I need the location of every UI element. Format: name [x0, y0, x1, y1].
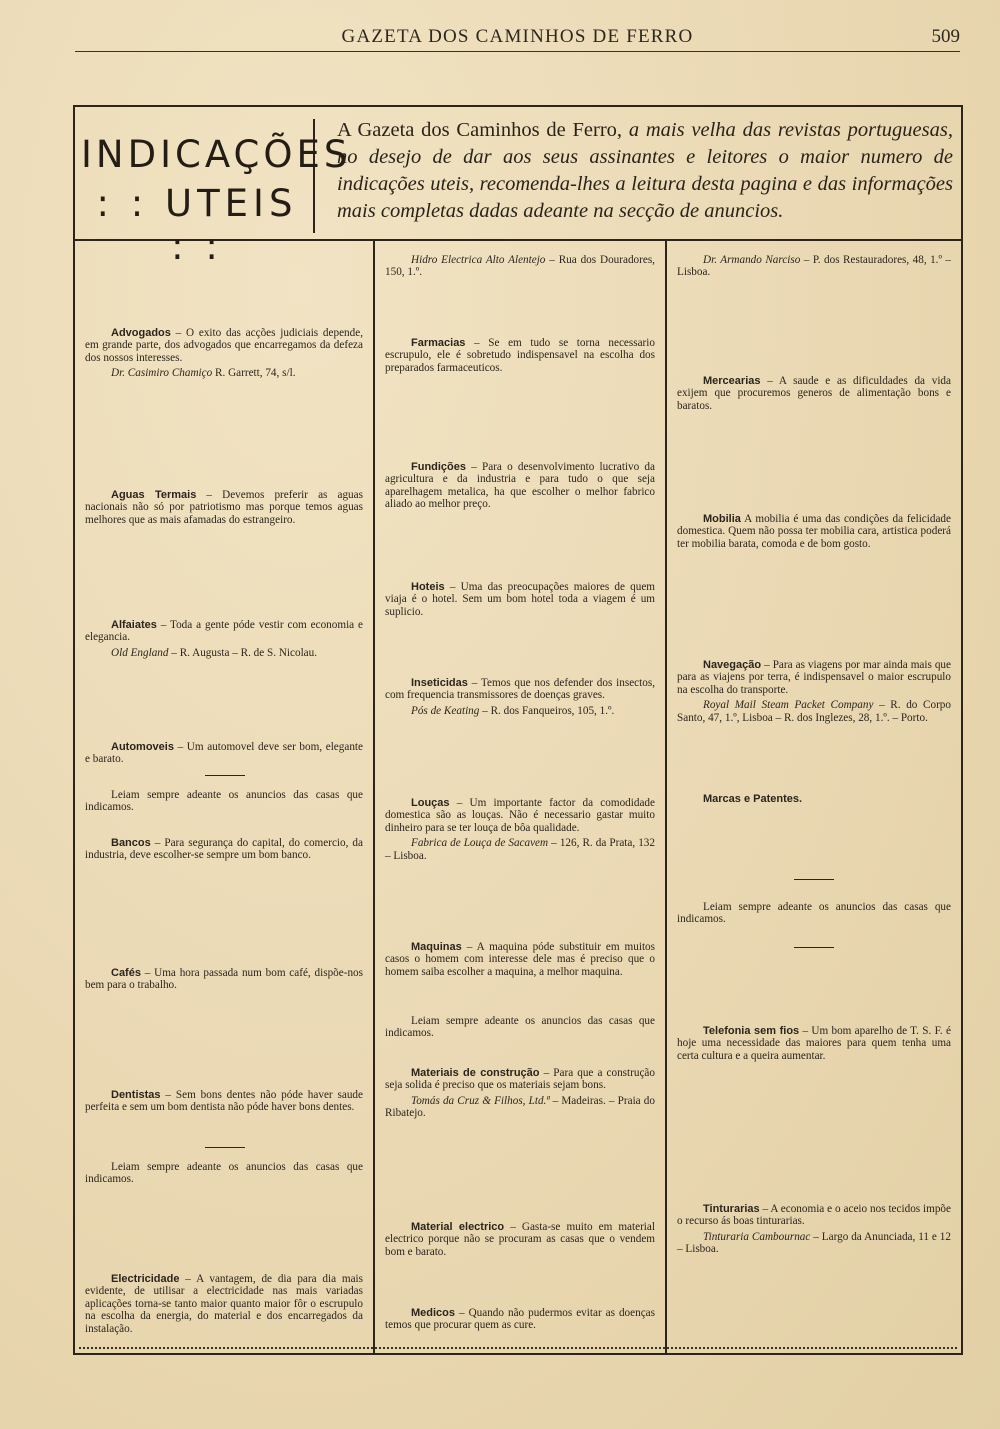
entry-text	[85, 1273, 363, 1335]
entry-reference	[677, 254, 951, 279]
entry-reference	[385, 837, 655, 862]
entry	[677, 375, 951, 412]
entry-text	[677, 1025, 951, 1062]
entry-body: Leiam sempre adeante os anuncios das casas que indicamos.	[677, 901, 951, 926]
entry-body: – O exito das acções judiciais depende, em grande parte, dos advogados que encarregamos da defeza dos nossos interesses.	[85, 327, 363, 364]
entry	[385, 1067, 655, 1120]
entry-text	[385, 1307, 655, 1332]
entry-body: – Uma hora passada num bom café, dispõe-nos bem para o trabalho.	[85, 967, 363, 992]
entry	[85, 837, 363, 862]
entry-text	[677, 1203, 951, 1228]
column-2	[375, 241, 667, 1353]
journal-title: GAZETA DOS CAMINHOS DE FERRO	[341, 26, 694, 47]
entry	[385, 941, 655, 978]
entry-term: Farmacias	[411, 337, 466, 349]
entry	[85, 1161, 363, 1186]
entry-term: Maquinas	[411, 941, 462, 953]
entry	[385, 1015, 655, 1040]
entry-term: Louças	[411, 797, 450, 809]
intro-italic: a mais velha das revistas portuguesas, no desejo de dar aos seus assinantes e leitores o maior numero de indicações uteis, recomenda-lhes a leitura desta pagina e das informações mais completas dadas adeante na secção de anuncios.	[337, 119, 953, 222]
running-head	[75, 26, 960, 52]
reference-name: Dr. Casimiro Chamiço	[111, 367, 213, 380]
entry	[677, 513, 951, 550]
entry-text	[385, 941, 655, 978]
entry-term: Fundições	[411, 461, 467, 473]
entry-term: Material electrico	[411, 1221, 505, 1233]
entry-body: – Quando não pudermos evitar as doenças temos que procurar quem as cure.	[385, 1307, 655, 1332]
entry-term: Telefonia sem fios	[703, 1025, 800, 1037]
entry-body: – Gasta-se muito em material electrico porque não se procuram as casas que o vendem bom e barato.	[385, 1221, 655, 1258]
entry	[677, 1025, 951, 1062]
entry	[385, 797, 655, 862]
entry-body: – Para segurança do capital, do comercio, da industria, deve escolher-se sempre um bom banco.	[85, 837, 363, 862]
entry	[85, 967, 363, 992]
page-number: 509	[931, 26, 960, 47]
column-3	[667, 241, 961, 1353]
short-rule	[205, 1147, 245, 1148]
entry-body: – Para as viagens por mar ainda mais que para as viajens por terra, é indispensavel o maior escrupulo na escolha do transporte.	[677, 659, 951, 696]
entry-body: A mobilia é uma das condições da felicidade domestica. Quem não possa ter mobilia cara, artistica poderá ter mobilia barata, comoda e de bom gosto.	[677, 513, 951, 550]
entry	[385, 1307, 655, 1332]
entry	[385, 251, 655, 279]
reference-name: Tomás da Cruz & Filhos, Ltd.ª	[411, 1094, 550, 1107]
reference-address: – 126, R. da Prata, 132 – Lisboa.	[385, 837, 655, 862]
short-rule	[205, 775, 245, 776]
reference-name: Dr. Armando Narciso	[703, 254, 801, 266]
reference-name: Fabrica de Louça de Sacavem	[411, 837, 549, 850]
entry	[85, 327, 363, 380]
entry-body: Leiam sempre adeante os anuncios das casas que indicamos.	[385, 1015, 655, 1040]
entry-text	[385, 677, 655, 702]
entry-text	[85, 1161, 363, 1186]
entry-term: Navegação	[703, 659, 762, 671]
heading-line-2: : : UTEIS : :	[96, 182, 298, 268]
entry-term: Materiais de construção	[411, 1067, 540, 1079]
entry-term: Marcas e Patentes.	[703, 793, 803, 805]
entry-term: Hoteis	[411, 581, 445, 593]
entry-text	[385, 1221, 655, 1258]
entry-reference	[677, 699, 951, 724]
reference-name: Hidro Electrica Alto Alentejo	[411, 254, 546, 266]
entry-body: – Devemos preferir as aguas nacionais não só por patriotismo mas porque temos aguas melhores que as mais afamadas do estrangeiro.	[85, 489, 363, 526]
intro-paragraph	[337, 117, 953, 225]
entry-body: Leiam sempre adeante os anuncios das casas que indicamos.	[85, 789, 363, 814]
entry-body: – Uma das preocupações maiores de quem viaja é o hotel. Sem um bom hotel toda a viagem é um suplicio.	[385, 581, 655, 618]
entry-body: – Um automovel deve ser bom, elegante e barato.	[85, 741, 363, 766]
entry-body: – A vantagem, de dia para dia mais evidente, de utilisar a electricidade nas mais variadas aplicações torna-se tanto maior quanto maior fôr o escrupulo na escolha da energia, do material e dos encarregados da instalação.	[85, 1273, 363, 1335]
entry	[385, 677, 655, 717]
reference-address: – Largo da Anunciada, 11 e 12 – Lisboa.	[677, 1230, 951, 1256]
entry	[677, 251, 951, 279]
entry-body: – Um bom aparelho de T. S. F. é hoje uma necessidade das maiores para quem tenha uma certa cultura e a queira aumentar.	[677, 1025, 952, 1062]
entry-reference	[677, 1231, 951, 1256]
entry-text	[385, 1067, 655, 1092]
entry-term: Dentistas	[111, 1089, 161, 1101]
entry-term: Mobilia	[703, 513, 741, 525]
entry-text	[85, 619, 363, 644]
entry	[677, 901, 951, 926]
reference-address: – R. Augusta – R. de S. Nicolau.	[168, 646, 318, 659]
footer-dotted-rule	[79, 1347, 957, 1349]
reference-name: Tinturaria Cambournac	[703, 1230, 811, 1243]
entry	[385, 581, 655, 618]
intro-upright: A Gazeta dos Caminhos de Ferro,	[337, 119, 623, 141]
reference-address: R. Garrett, 74, s/l.	[212, 367, 296, 380]
entry-body: Leiam sempre adeante os anuncios das casas que indicamos.	[85, 1161, 363, 1186]
entry	[677, 659, 951, 724]
entry-term: Mercearias	[703, 375, 761, 387]
section-heading	[81, 119, 352, 268]
column-1	[75, 241, 375, 1353]
entry-text	[677, 901, 951, 926]
entry	[85, 489, 363, 526]
entry-text	[677, 659, 951, 696]
short-rule	[794, 947, 834, 948]
entry-text	[677, 513, 951, 550]
entry-text	[85, 489, 363, 526]
entry	[85, 789, 363, 814]
entry	[385, 461, 655, 511]
entry	[385, 1221, 655, 1258]
entry-body: – Se em tudo se torna necessario escrupulo, ele é sobretudo indispensavel na escolha dos preparados farmaceuticos.	[385, 337, 655, 374]
entry-body: – A maquina póde substituir em muitos casos o homem com interesse dele mas é preciso que o homem saiba escolher a maquina, a melhor maquina.	[385, 941, 655, 978]
reference-name: Pós de Keating	[411, 704, 480, 717]
entry-term: Bancos	[111, 837, 151, 849]
reference-name: Royal Mail Steam Packet Company	[703, 699, 874, 712]
entry-body: – Um importante factor da comodidade domestica são as louças. Não é necessario gastar muito dinheiro para se ter louça de bôa qualidade.	[385, 797, 655, 834]
entry-term: Advogados	[111, 327, 171, 339]
entry-text	[385, 461, 655, 511]
entry-reference	[85, 647, 363, 659]
entry-body: – Temos que nos defender dos insectos, com frequencia transmissores de doenças graves.	[385, 677, 655, 702]
entry-text	[385, 337, 655, 374]
entry-term: Aguas Termais	[111, 489, 197, 501]
entry-term: Automoveis	[111, 741, 174, 753]
reference-address: – Madeiras. – Praia do Ribatejo.	[385, 1094, 655, 1120]
entry-text	[85, 327, 363, 364]
entry	[677, 1203, 951, 1256]
entry-term: Electricidade	[111, 1273, 180, 1285]
heading-line-1: INDICAÇÕES	[81, 133, 352, 176]
reference-name: Old England	[111, 646, 169, 659]
entry-text	[385, 797, 655, 834]
indications-frame	[73, 105, 963, 1355]
entry-text	[677, 793, 951, 805]
entry-text	[85, 789, 363, 814]
reference-address: – R. do Corpo Santo, 47, 1.º, Lisboa – R. dos Inglezes, 28, 1.º. – Porto.	[677, 699, 951, 724]
entry-term: Medicos	[411, 1307, 456, 1319]
entry	[85, 1273, 363, 1335]
reference-address: – P. dos Restauradores, 48, 1.º – Lisboa.	[677, 254, 951, 279]
entry-body: – Para que a construção seja solida é preciso que os materiais sejam bons.	[385, 1067, 655, 1092]
entry	[85, 619, 363, 659]
entry-reference	[385, 254, 655, 279]
entry-term: Inseticidas	[411, 677, 468, 689]
short-rule	[794, 879, 834, 880]
entry-text	[85, 967, 363, 992]
entry-text	[85, 837, 363, 862]
entry-reference	[85, 367, 363, 379]
entry-term: Tinturarias	[703, 1203, 760, 1215]
entry-text	[385, 1015, 655, 1040]
reference-address: – R. dos Fanqueiros, 105, 1.º.	[479, 704, 615, 717]
entry-term: Cafés	[111, 967, 141, 979]
entry-reference	[385, 705, 655, 717]
reference-address: – Rua dos Douradores, 150, 1.º.	[385, 254, 655, 279]
entry-reference	[385, 1095, 655, 1120]
entry-term: Alfaiates	[111, 619, 157, 631]
entry-body: – A economia e o aceio nos tecidos impõe o recurso ás boas tinturarias.	[677, 1203, 951, 1228]
entry-text	[85, 741, 363, 766]
entry	[677, 793, 951, 805]
entry	[385, 337, 655, 374]
entry-text	[677, 375, 951, 412]
entry-body: – A saude e as dificuldades da vida exijem que procuremos generos de alimentação bons e baratos.	[677, 375, 951, 412]
entry-body: – Sem bons dentes não póde haver saude perfeita e sem um bom dentista não póde haver bons dentes.	[85, 1089, 363, 1114]
entry-text	[85, 1089, 363, 1114]
entry-body: – Para o desenvolvimento lucrativo da agricultura e da industria e para tudo o que seja aparelhagem metalica, ha que escolher o melhor fabrico aliado ao melhor preço.	[385, 461, 655, 511]
entry-body: – Toda a gente póde vestir com economia e elegancia.	[85, 619, 363, 644]
columns	[75, 241, 961, 1353]
entry	[85, 1089, 363, 1114]
entry-text	[385, 581, 655, 618]
entry	[85, 741, 363, 766]
